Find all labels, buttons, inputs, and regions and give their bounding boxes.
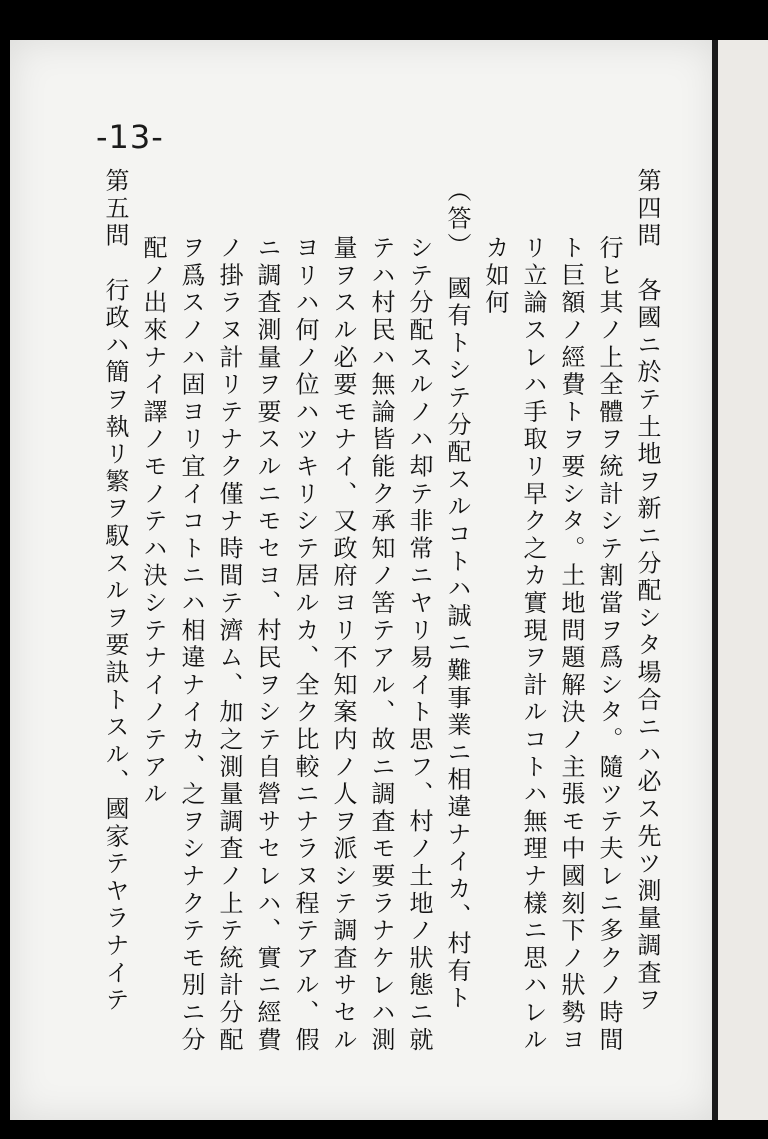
text-column: 第五問 行政ハ簡ヲ執リ繁ヲ馭スルヲ要訣トスル、國家テヤラナイテ bbox=[101, 168, 129, 1015]
text-column: テハ村民ハ無論皆能ク承知ノ筈テアル、故ニ調査モ要ラナケレハ測 bbox=[367, 235, 395, 1054]
text-column: 行ヒ其ノ上全體ヲ統計シテ割當ヲ爲シタ。隨ツテ夫レニ多クノ時間 bbox=[595, 235, 623, 1054]
text-column: リ立論スレハ手取リ早ク之カ實現ヲ計ルコトハ無理ナ樣ニ思ハレル bbox=[519, 235, 547, 1054]
text-column: ヲ爲スノハ固ヨリ宜イコトニハ相違ナイカ、之ヲシナクテモ別ニ分 bbox=[177, 235, 205, 1054]
text-column: 量ヲスル必要モナイ、又政府ヨリ不知案内ノ人ヲ派シテ調査サセル bbox=[329, 235, 357, 1054]
page-number: -13- bbox=[96, 118, 164, 156]
text-column: シテ分配スルノハ却テ非常ニヤリ易イト思フ、村ノ土地ノ狀態ニ就 bbox=[405, 235, 433, 1054]
text-column: 第四問 各國ニ於テ土地ヲ新ニ分配シタ場合ニハ必ス先ツ測量調査ヲ bbox=[633, 168, 661, 1015]
text-column: ヨリハ何ノ位ハツキリシテ居ルカ、全ク比較ニナラヌ程テアル、假 bbox=[291, 235, 319, 1054]
text-column: ト巨額ノ經費トヲ要シタ。土地問題解決ノ主張モ中國刻下ノ狀勢ヨ bbox=[557, 235, 585, 1054]
adjacent-page-edge bbox=[718, 40, 768, 1120]
text-column: カ如何 bbox=[481, 235, 509, 317]
text-column: ノ掛ラヌ計リテナク僅ナ時間テ濟ム、加之測量調査ノ上テ統計分配 bbox=[215, 235, 243, 1054]
text-column: ニ調査測量ヲ要スルニモセヨ、村民ヲシテ自營サセレハ、實ニ經費 bbox=[253, 235, 281, 1054]
text-column: （答） 國有トシテ分配スルコトハ誠ニ難事業ニ相違ナイカ、村有ト bbox=[443, 178, 471, 1013]
text-column: 配ノ出來ナイ譯ノモノテハ決シテナイノテアル bbox=[139, 235, 167, 809]
